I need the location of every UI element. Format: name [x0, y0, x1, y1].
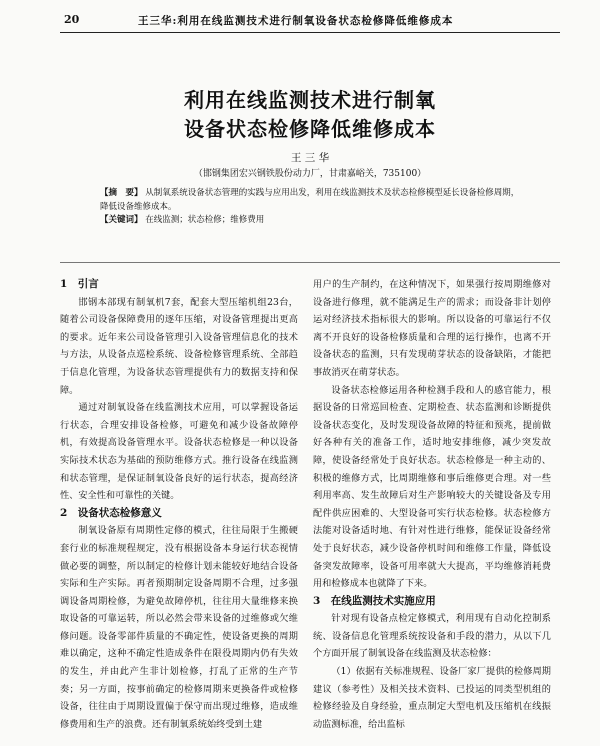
abstract	[100, 187, 520, 214]
running-header	[60, 10, 560, 33]
paragraph: 制氧设备原有周期性定修的模式，往往局限于生搬硬套行业的标准规程规定，没有根据设备本身运行状态视情做必要的调整，所以制定的检修计划未能较好地结合设备实际和生产实际。再者预期制定设备周期不合理，过多强调设备周期检修，为避免故障停机，往往用大量维修来换取设备的可靠运转，所以必然会带来设备的过维修或欠维修问题。设备零部件质量的不确定性，使设备更换的周期难以确定，这种不确定性造成条件在限役周期内仍有失效的发生，并由此产生非计划检修，打乱了正常的生产节奏；另一方面，按事前确定的检修周期来更换备件或检修设备，往往由于周期设置偏于保守而出现过维修，造成维修费用和生产的浪费。还有制氧系统始终受到土建	[60, 525, 298, 730]
author: 王 三 华	[290, 152, 330, 164]
keywords	[100, 214, 520, 228]
affiliation: （邯钢集团宏兴钢铁股份动力厂，甘肃嘉峪关，735100）	[193, 169, 427, 179]
paragraph: （1）依据有关标准规程、设备厂家厂提供的检修周期建议（参考性）及相关技术资料、已投运的同类型机组的检修经验及自身经验，重点制定大型电机及压缩机在线振动监测标准，给出监标	[313, 666, 551, 730]
section-divider	[60, 262, 560, 263]
left-column	[60, 276, 298, 733]
abstract-label: 【摘 要】	[100, 188, 143, 198]
paragraph: 针对现有设备点检定修模式，利用现有自动化控制系统、设备信息化管理系统按设备和手段的潜力，从以下几个方面开展了制氧设备在线监测及状态检修：	[313, 613, 551, 660]
running-head-title: 王三华:利用在线监测技术进行制氧设备状态检修降低维修成本	[138, 15, 454, 27]
right-column	[313, 276, 551, 733]
paragraph: 用户的生产制约，在这种情况下，如果强行按周期维修对设备进行修理，就不能满足生产的需求；而设备非计划停运对经济技术指标很大的影响。所以设备的可靠运行不仅离不开良好的设备检修质量和合理的运行操作，也离不开设备状态的监测，只有发现萌芽状态的设备缺陷，才能把事故消灭在萌芽状态。	[313, 279, 551, 378]
keywords-text: 在线监测；状态检修；维修费用	[145, 215, 265, 226]
paragraph: 通过对制氧设备在线监测技术应用，可以掌握设备运行状态，合理安排设备检修，可避免和减少设备故障停机，有效提高设备管理水平。设备状态检修是一种以设备实际技术状态为基础的预防维修方式。推行设备在线监测和状态管理，是保证制氧设备良好的运行状态，提高经济性、安全性和可靠性的关键。	[60, 402, 298, 502]
abstract-block	[100, 187, 520, 228]
title-line-2: 设备状态检修降低维修成本	[184, 117, 436, 141]
abstract-text: 从制氧系统设备状态管理的实践与应用出发，利用在线监测技术及状态检修模型延长设备检修周期，降低设备维修成本。	[100, 188, 520, 212]
paragraph: 邯钢本部现有制氧机7套，配套大型压缩机组23台，随着公司设备保障费用的逐年压缩，对设备管理提出更高的要求。近年来公司设备管理引入设备管理信息化的技术与方法，从设备点巡检系统、设备检修管理系统、全部趋于信息化管理，为设备状态管理提供有力的数据支持和保障。	[60, 296, 298, 396]
title-line-1: 利用在线监测技术进行制氧	[184, 88, 436, 112]
section-3-heading: 3 在线监测技术实施应用	[313, 594, 436, 607]
keywords-label: 【关键词】	[100, 215, 143, 226]
section-2-heading: 2 设备状态检修意义	[60, 506, 162, 519]
page-number: 20	[64, 13, 80, 26]
section-1-heading: 1 引言	[60, 278, 99, 290]
paragraph: 设备状态检修运用各种检测手段和人的感官能力，根据设备的日常巡回检查、定期检查、状态监测和诊断提供设备状态变化，及时发现设备故障的特征和预兆，提前做好各种有关的准备工作，适时地安排维修，减少突发故障，使设备经常处于良好状态。状态检修是一种主动的、积极的维修方式，比周期维修和事后维修更合理。对一些利用率高、发生故障后对生产影响较大的关键设备及专用配件供应困难的、大型设备可实行状态检修。状态检修方法能对设备适时地、有针对性进行维修，能保证设备经常处于良好状态，减少设备停机时间和维修工作量，降低设备突发故障率，设备可用率就大大提高，平均维修消耗费用和检修成本也就降了下来。	[313, 384, 551, 590]
article-title	[60, 86, 560, 144]
